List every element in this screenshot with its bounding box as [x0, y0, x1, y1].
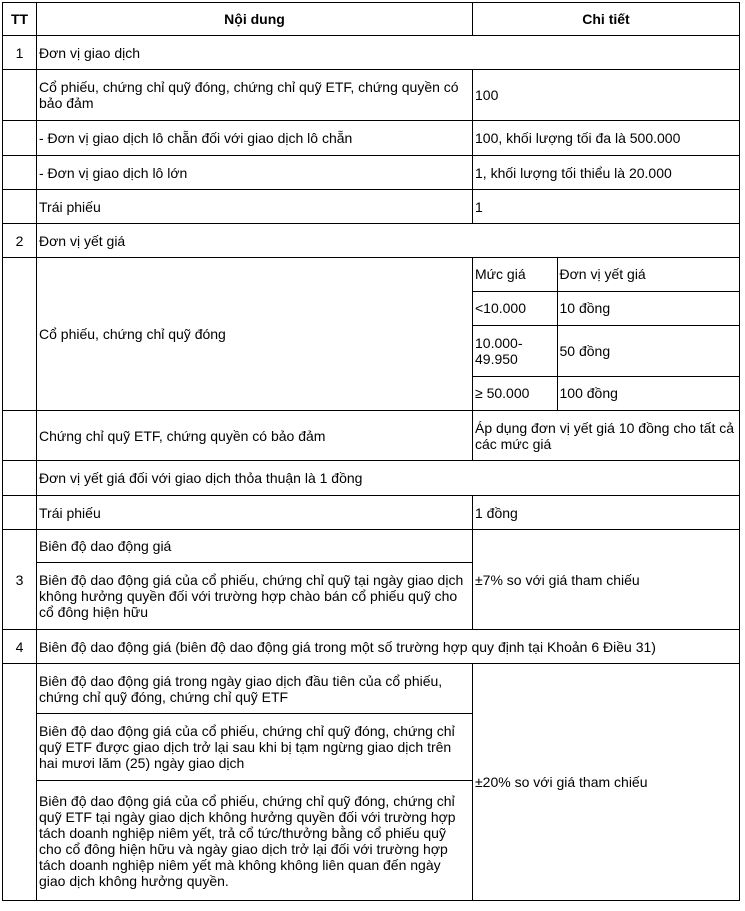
tick-stock-label: Cổ phiếu, chứng chỉ quỹ đóng	[37, 258, 473, 411]
empty-cell	[3, 190, 37, 224]
row-content: - Đơn vị giao dịch lô chẵn đối với giao dịch lô chẵn	[37, 121, 473, 156]
row-content: Cổ phiếu, chứng chỉ quỹ đóng, chứng chỉ quỹ ETF, chứng quyền có bảo đảm	[37, 70, 473, 121]
empty-cell	[3, 121, 37, 156]
section-1-title-row	[3, 36, 740, 70]
row-detail: 100	[473, 70, 740, 121]
table-row	[3, 70, 740, 121]
row-detail: 100, khối lượng tối đa là 500.000	[473, 121, 740, 156]
row-content: Biên độ dao động giá của cổ phiếu, chứng chỉ quỹ đóng, chứng chỉ quỹ ETF tại ngày giao dịch không hưởng quyền đối với trường hợp tách doanh nghiệp niêm yết, trả cổ tức/thưởng bằng cổ phiếu quỹ cho cổ đông hiện hữu và ngày giao dịch trở lại đối với trường hợp tách doanh nghiệp niêm yết mà không không liên quan đến ngày giao dịch không hưởng quyền.	[37, 781, 473, 901]
section-2-title: Đơn vị yết giá	[37, 224, 740, 258]
tick-level: <10.000	[473, 291, 557, 325]
empty-cell	[3, 70, 37, 121]
row-detail: 1 đồng	[473, 496, 740, 530]
header-row	[3, 3, 740, 36]
tick-unit: 10 đồng	[557, 291, 739, 325]
empty-cell	[3, 411, 37, 461]
row-content: Trái phiếu	[37, 190, 473, 224]
tick-row	[473, 325, 739, 376]
row-content: Trái phiếu	[37, 496, 473, 530]
tick-row	[473, 376, 739, 410]
section-4-detail: ±20% so với giá tham chiếu	[473, 664, 740, 901]
section-4-title-row	[3, 630, 740, 664]
empty-cell	[3, 664, 37, 901]
tick-row	[473, 291, 739, 325]
row-content: Biên độ dao động giá của cổ phiếu, chứng chỉ quỹ tại ngày giao dịch không hưởng quyền đối với trường hợp chào bán cổ phiếu quỹ cho cổ đông hiện hữu	[37, 563, 473, 630]
negotiated-row	[3, 461, 740, 496]
tick-unit: 100 đồng	[557, 376, 739, 410]
table-row	[3, 664, 740, 714]
section-4-title: Biên độ dao động giá (biên độ dao động giá trong một số trường hợp quy định tại Khoản 6 Điều 31)	[37, 630, 740, 664]
section-4-number: 4	[3, 630, 37, 664]
empty-cell	[3, 496, 37, 530]
table-row	[3, 156, 740, 190]
tick-size-cell	[473, 258, 740, 411]
tick-size-table	[473, 258, 739, 410]
section-1-number: 1	[3, 36, 37, 70]
section-3-title-row	[3, 530, 740, 563]
row-content: Biên độ dao động giá của cổ phiếu, chứng chỉ quỹ đóng, chứng chỉ quỹ ETF được giao dịch trở lại sau khi bị tạm ngừng giao dịch trên hai mươi lăm (25) ngày giao dịch	[37, 714, 473, 781]
tick-unit: 50 đồng	[557, 325, 739, 376]
table-row	[3, 496, 740, 530]
row-content: - Đơn vị giao dịch lô lớn	[37, 156, 473, 190]
row-detail: Áp dụng đơn vị yết giá 10 đồng cho tất cả các mức giá	[473, 411, 740, 461]
row-content: Chứng chỉ quỹ ETF, chứng quyền có bảo đảm	[37, 411, 473, 461]
tick-header-row	[473, 258, 739, 291]
section-1-title: Đơn vị giao dịch	[37, 36, 740, 70]
row-detail: 1	[473, 190, 740, 224]
header-content: Nội dung	[37, 3, 473, 36]
section-2-title-row	[3, 224, 740, 258]
tick-level: 10.000-49.950	[473, 325, 557, 376]
table-row	[3, 411, 740, 461]
header-detail: Chi tiết	[473, 3, 740, 36]
row-content: Biên độ dao động giá trong ngày giao dịch đầu tiên của cổ phiếu, chứng chỉ quỹ đóng, chứng chỉ quỹ ETF	[37, 664, 473, 714]
table-row	[3, 190, 740, 224]
negotiated-note: Đơn vị yết giá đối với giao dịch thỏa thuận là 1 đồng	[37, 461, 740, 496]
tick-unit-header: Đơn vị yết giá	[557, 258, 739, 291]
table-row	[3, 121, 740, 156]
header-tt: TT	[3, 3, 37, 36]
empty-cell	[3, 258, 37, 411]
tick-level: ≥ 50.000	[473, 376, 557, 410]
section-2-number: 2	[3, 224, 37, 258]
section-3-number: 3	[3, 530, 37, 630]
tick-size-row	[3, 258, 740, 411]
trading-rules-table	[2, 2, 740, 901]
tick-level-header: Mức giá	[473, 258, 557, 291]
empty-cell	[3, 156, 37, 190]
row-detail: 1, khối lượng tối thiểu là 20.000	[473, 156, 740, 190]
section-3-title: Biên độ dao động giá	[37, 530, 473, 563]
section-3-detail: ±7% so với giá tham chiếu	[473, 530, 740, 630]
empty-cell	[3, 461, 37, 496]
